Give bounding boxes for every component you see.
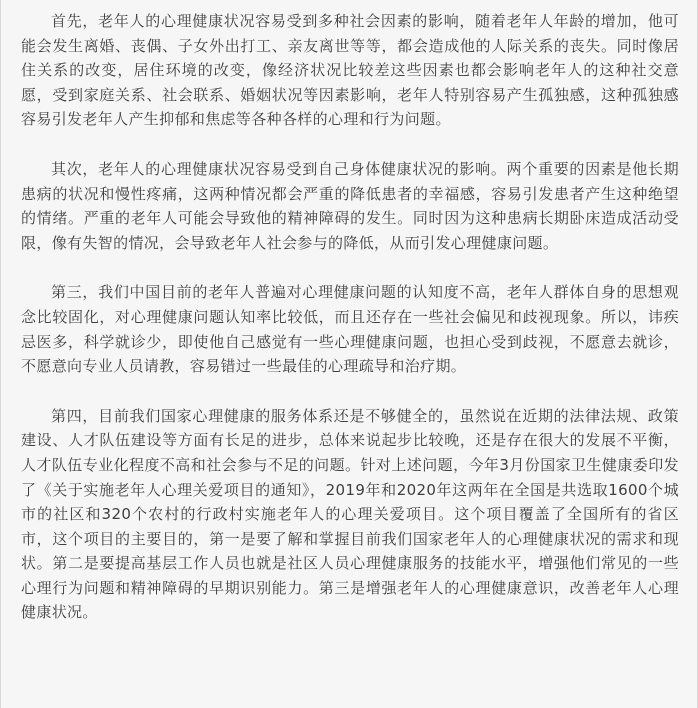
paragraph-4: 第四，目前我们国家心理健康的服务体系还是不够健全的，虽然说在近期的法律法规、政策建设、人才队伍建设等方面有长足的进步，总体来说起步比较晚，还是存在很大的发展不平衡，人才队伍专业化程度不高和社会参与不足的问题。针对上述问题，今年3月份国家卫生健康委印发了《关于实施老年人心理关爱项目的通知》，2019年和2020年这两年在全国是共选取1600个城市的社区和320个农村的行政村实施老年人的心理关爱项目。这个项目覆盖了全国所有的省区市，这个项目的主要目的，第一是要了解和掌握目前我们国家老年人的心理健康状况的需求和现状。第二是要提高基层工作人员也就是社区人员心理健康服务的技能水平，增强他们常见的一些心理行为问题和精神障碍的早期识别能力。第三是增强老年人的心理健康意识，改善老年人心理健康状况。 xyxy=(21,406,679,622)
paragraph-2: 其次，老年人的心理健康状况容易受到自己身体健康状况的影响。两个重要的因素是他长期患病的状况和慢性疼痛，这两种情况都会严重的降低患者的幸福感，容易引发患者产生这种绝望的情绪。严重的老年人可能会导致他的精神障碍的发生。同时因为这种患病长期卧床造成活动受限，像有失智的情况，会导致老年人社会参与的降低，从而引发心理健康问题。 xyxy=(21,159,679,252)
paragraph-3: 第三，我们中国目前的老年人普遍对心理健康问题的认知度不高，老年人群体自身的思想观念比较固化，对心理健康问题认知率比较低，而且还存在一些社会偏见和歧视现象。所以，讳疾忌医多，科学就诊少，即使他自己感觉有一些心理健康问题，也担心受到歧视，不愿意去就诊，不愿意向专业人员请教，容易错过一些最佳的心理疏导和治疗期。 xyxy=(21,283,679,376)
paragraph-1: 首先，老年人的心理健康状况容易受到多种社会因素的影响，随着老年人年龄的增加，他可能会发生离婚、丧偶、子女外出打工、亲友离世等等，都会造成他的人际关系的丧失。同时像居住关系的改变，居住环境的改变，像经济状况比较差这些因素也都会影响老年人的这种社交意愿，受到家庭关系、社会联系、婚姻状况等因素影响，老年人特别容易产生孤独感，这种孤独感容易引发老年人产生抑郁和焦虑等各种各样的心理和行为问题。 xyxy=(21,12,679,129)
article-body xyxy=(21,9,679,625)
